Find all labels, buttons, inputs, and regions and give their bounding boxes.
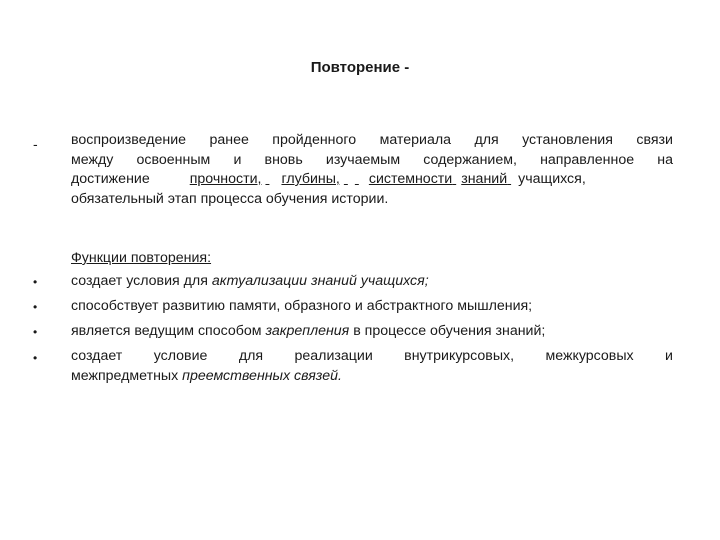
bullet-icon: • bbox=[33, 351, 38, 365]
underlined-word: прочности, bbox=[189, 171, 262, 187]
definition-paragraph bbox=[71, 131, 673, 209]
definition-line-4: обязательный этап процесса обучения истории. bbox=[71, 190, 389, 207]
word: учащихся, bbox=[518, 171, 586, 187]
underline-gap bbox=[355, 170, 363, 190]
list-item-line-2: межпредметных преемственных связей. bbox=[71, 367, 342, 384]
underlined-word: системности bbox=[368, 171, 453, 187]
functions-heading bbox=[71, 249, 673, 269]
definition-line-3 bbox=[71, 170, 673, 190]
underlined-word: глубины, bbox=[281, 171, 340, 187]
definition-line-1 bbox=[71, 131, 673, 151]
definition-line-2 bbox=[71, 151, 673, 171]
word: пройденного bbox=[272, 132, 357, 148]
word: изучаемым bbox=[325, 151, 401, 168]
word: установления bbox=[522, 132, 613, 148]
word: освоенным bbox=[136, 151, 211, 168]
word: и bbox=[233, 151, 242, 168]
word: содержанием, bbox=[423, 151, 517, 168]
word: достижение bbox=[71, 171, 150, 187]
word: материала bbox=[379, 132, 452, 148]
word: связи bbox=[636, 132, 673, 148]
slide-title-text: Повторение - bbox=[310, 59, 410, 76]
list-item: создает условия для актуализации знаний учащихся; bbox=[71, 273, 429, 289]
dash-marker: - bbox=[33, 136, 38, 152]
word: вновь bbox=[264, 151, 303, 168]
word: направленное bbox=[540, 151, 635, 168]
word: для bbox=[474, 132, 499, 148]
bullet-icon: • bbox=[33, 275, 38, 289]
list-item-line-1: создает условие для реализации внутрикурсовых, межкурсовых и bbox=[71, 348, 673, 364]
list-item: способствует развитию памяти, образного и абстрактного мышления; bbox=[71, 298, 533, 314]
word: на bbox=[657, 151, 673, 168]
word: ранее bbox=[209, 132, 249, 148]
functions-heading-text: Функции повторения: bbox=[71, 250, 212, 266]
word: между bbox=[71, 151, 114, 168]
list-item bbox=[71, 347, 673, 386]
underline-gap bbox=[344, 170, 352, 190]
bullet-icon: • bbox=[33, 300, 38, 314]
word: воспроизведение bbox=[71, 132, 187, 148]
underline-gap bbox=[265, 170, 275, 190]
bullet-icon: • bbox=[33, 325, 38, 339]
underlined-word: знаний bbox=[461, 171, 508, 187]
functions-list bbox=[71, 272, 673, 386]
list-item: является ведущим способом закрепления в процессе обучения знаний; bbox=[71, 323, 546, 339]
slide-title bbox=[0, 59, 720, 76]
